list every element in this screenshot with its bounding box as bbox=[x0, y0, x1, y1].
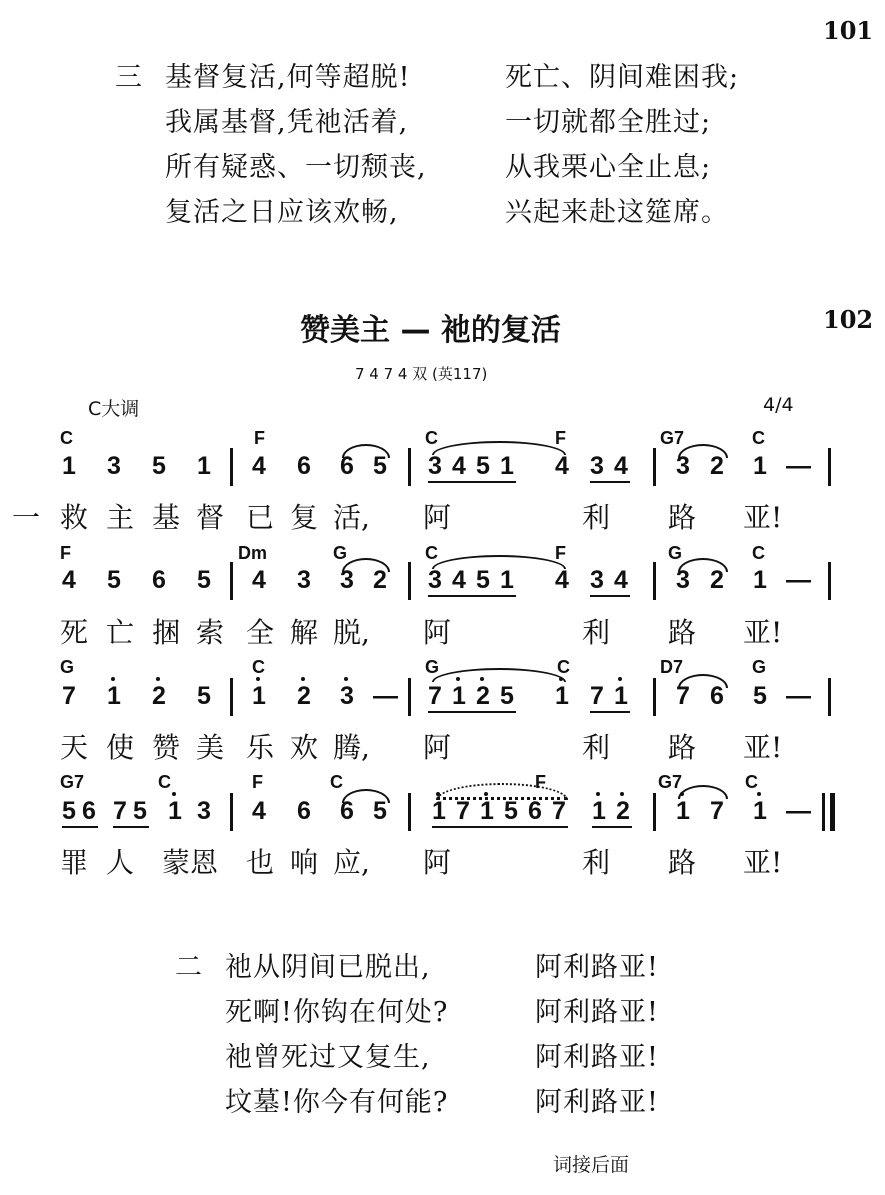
lyric: 路 bbox=[668, 616, 697, 649]
note-dash: — bbox=[786, 682, 811, 710]
verse-line: 坟墓!你今有何能? bbox=[225, 1087, 449, 1118]
barline bbox=[828, 678, 831, 716]
verse-marker: 一 bbox=[12, 501, 41, 534]
chord-symbol: C bbox=[752, 428, 765, 448]
note: 7 bbox=[113, 797, 127, 825]
barline bbox=[653, 678, 656, 716]
note: 5 bbox=[373, 797, 387, 825]
barline bbox=[408, 448, 411, 486]
note: 2 bbox=[297, 682, 311, 710]
tie-slur bbox=[342, 558, 390, 572]
note-dash: — bbox=[786, 452, 811, 480]
note: 2 bbox=[152, 682, 166, 710]
lyric: 基 bbox=[152, 501, 181, 534]
verse-line: 死亡、阴间难困我; bbox=[505, 62, 740, 93]
lyric: 路 bbox=[668, 846, 697, 879]
barline bbox=[828, 448, 831, 486]
verse-line: 从我栗心全止息; bbox=[505, 152, 712, 183]
verse-line: 兴起来赴这筵席。 bbox=[505, 197, 729, 228]
high-octave-dot bbox=[301, 677, 305, 681]
note: 5 bbox=[62, 797, 76, 825]
high-octave-dot bbox=[620, 792, 624, 796]
chord-symbol: G bbox=[752, 657, 767, 677]
note: 2 bbox=[373, 566, 387, 594]
note: 1 bbox=[753, 566, 767, 594]
barline bbox=[230, 793, 233, 831]
chord-symbol: G bbox=[668, 543, 683, 563]
chord-symbol: F bbox=[252, 772, 263, 792]
note: 3 bbox=[676, 566, 690, 594]
high-octave-dot bbox=[757, 792, 761, 796]
lyric: 路 bbox=[668, 731, 697, 764]
verse-line: 复活之日应该欢畅, bbox=[165, 197, 399, 228]
note: 1 bbox=[107, 682, 121, 710]
lyric: 应, bbox=[333, 846, 370, 879]
tie-slur bbox=[678, 444, 728, 458]
chord-symbol: C bbox=[752, 543, 765, 563]
tie-slur bbox=[678, 785, 728, 799]
high-octave-dot bbox=[344, 677, 348, 681]
barline bbox=[230, 678, 233, 716]
eighth-underline bbox=[428, 711, 516, 713]
tie-slur bbox=[342, 789, 390, 803]
note: 1 bbox=[500, 566, 514, 594]
chord-symbol: F bbox=[555, 428, 566, 448]
lyric: 解 bbox=[290, 616, 319, 649]
note: 6 bbox=[340, 452, 354, 480]
continuation-note: 词接后面 bbox=[553, 1154, 630, 1176]
note: 7 bbox=[428, 682, 442, 710]
note: 1 bbox=[432, 797, 446, 825]
eighth-underline bbox=[113, 826, 149, 828]
note: 3 bbox=[107, 452, 121, 480]
lyric: 亡 bbox=[106, 616, 135, 649]
verse-marker: 二 bbox=[175, 952, 203, 983]
high-octave-dot bbox=[172, 792, 176, 796]
note: 6 bbox=[710, 682, 724, 710]
final-barline bbox=[830, 793, 835, 831]
tie-slur bbox=[436, 783, 568, 800]
note: 1 bbox=[753, 452, 767, 480]
high-octave-dot bbox=[618, 677, 622, 681]
barline bbox=[230, 448, 233, 486]
note: 3 bbox=[340, 682, 354, 710]
high-octave-dot bbox=[596, 792, 600, 796]
lyric: 督 bbox=[196, 501, 225, 534]
chord-symbol: C bbox=[557, 657, 570, 677]
time-signature: 4/4 bbox=[763, 394, 794, 416]
lyric: 复 bbox=[290, 501, 319, 534]
lyric: 捆 bbox=[152, 616, 181, 649]
verse-line: 阿利路亚! bbox=[535, 952, 659, 983]
note: 7 bbox=[552, 797, 566, 825]
note: 1 bbox=[555, 682, 569, 710]
tie-slur bbox=[342, 444, 390, 458]
note: 1 bbox=[614, 682, 628, 710]
verse-line: 我属基督,凭祂活着, bbox=[165, 107, 409, 138]
lyric: 乐 bbox=[246, 731, 275, 764]
note: 6 bbox=[528, 797, 542, 825]
chord-symbol: D7 bbox=[660, 657, 684, 677]
high-octave-dot bbox=[256, 677, 260, 681]
chord-symbol: G7 bbox=[658, 772, 683, 792]
key-signature: C大调 bbox=[88, 398, 140, 420]
verse-line: 阿利路亚! bbox=[535, 1087, 659, 1118]
note: 4 bbox=[252, 452, 266, 480]
lyric: 蒙恩 bbox=[162, 846, 219, 879]
note: 3 bbox=[590, 566, 604, 594]
lyric: 赞 bbox=[152, 731, 181, 764]
lyric: 人 bbox=[106, 846, 135, 879]
note: 4 bbox=[555, 566, 569, 594]
note: 7 bbox=[590, 682, 604, 710]
note: 4 bbox=[252, 566, 266, 594]
note: 1 bbox=[197, 452, 211, 480]
note: 6 bbox=[340, 797, 354, 825]
note: 1 bbox=[676, 797, 690, 825]
lyric: 全 bbox=[246, 616, 275, 649]
note: 5 bbox=[476, 566, 490, 594]
chord-symbol: F bbox=[555, 543, 566, 563]
note: 4 bbox=[614, 566, 628, 594]
verse-line: 祂从阴间已脱出, bbox=[225, 952, 431, 983]
verse-line: 一切就都全胜过; bbox=[505, 107, 712, 138]
note: 2 bbox=[616, 797, 630, 825]
eighth-underline bbox=[62, 826, 98, 828]
barline bbox=[408, 678, 411, 716]
lyric: 脱, bbox=[333, 616, 370, 649]
chord-symbol: G bbox=[425, 657, 440, 677]
lyric: 天 bbox=[60, 731, 89, 764]
eighth-underline bbox=[590, 481, 630, 483]
chord-symbol: F bbox=[60, 543, 71, 563]
chord-symbol: C bbox=[425, 428, 438, 448]
lyric: 阿 bbox=[423, 616, 452, 649]
lyric: 亚! bbox=[743, 731, 783, 764]
lyric: 腾, bbox=[333, 731, 370, 764]
high-octave-dot bbox=[156, 677, 160, 681]
chord-symbol: Dm bbox=[238, 543, 268, 563]
page-number: 101 bbox=[823, 16, 874, 45]
lyric: 活, bbox=[333, 501, 370, 534]
chord-symbol: G7 bbox=[660, 428, 685, 448]
lyric: 响 bbox=[290, 846, 319, 879]
chord-symbol: C bbox=[158, 772, 171, 792]
eighth-underline bbox=[590, 595, 630, 597]
note: 7 bbox=[710, 797, 724, 825]
barline bbox=[828, 562, 831, 600]
page-number: 102 bbox=[823, 305, 874, 334]
eighth-underline bbox=[590, 711, 630, 713]
lyric: 美 bbox=[196, 731, 225, 764]
tie-slur bbox=[432, 555, 566, 569]
barline bbox=[653, 448, 656, 486]
note: 4 bbox=[452, 452, 466, 480]
verse-line: 所有疑惑、一切颓丧, bbox=[165, 152, 427, 183]
note: 5 bbox=[107, 566, 121, 594]
note: 5 bbox=[373, 452, 387, 480]
lyric: 阿 bbox=[423, 731, 452, 764]
note: 2 bbox=[710, 452, 724, 480]
tie-slur bbox=[678, 674, 728, 688]
note: 4 bbox=[555, 452, 569, 480]
note: 4 bbox=[62, 566, 76, 594]
hymn-meter: 7 4 7 4 双 (英117) bbox=[355, 365, 488, 383]
chord-symbol: C bbox=[425, 543, 438, 563]
lyric: 死 bbox=[60, 616, 89, 649]
chord-symbol: F bbox=[254, 428, 265, 448]
chord-symbol: C bbox=[252, 657, 265, 677]
note: 3 bbox=[676, 452, 690, 480]
lyric: 利 bbox=[582, 846, 611, 879]
note: 3 bbox=[297, 566, 311, 594]
note: 1 bbox=[753, 797, 767, 825]
lyric: 亚! bbox=[743, 501, 783, 534]
verse-line: 阿利路亚! bbox=[535, 1042, 659, 1073]
note: 3 bbox=[590, 452, 604, 480]
chord-symbol: C bbox=[60, 428, 73, 448]
lyric: 利 bbox=[582, 616, 611, 649]
lyric: 亚! bbox=[743, 846, 783, 879]
note: 1 bbox=[592, 797, 606, 825]
lyric: 亚! bbox=[743, 616, 783, 649]
lyric: 欢 bbox=[290, 731, 319, 764]
barline bbox=[230, 562, 233, 600]
note: 2 bbox=[476, 682, 490, 710]
verse-line: 阿利路亚! bbox=[535, 997, 659, 1028]
eighth-underline bbox=[428, 481, 516, 483]
eighth-underline bbox=[432, 826, 568, 828]
tie-slur bbox=[432, 441, 566, 455]
note: 5 bbox=[753, 682, 767, 710]
note: 5 bbox=[197, 566, 211, 594]
note: 5 bbox=[504, 797, 518, 825]
tie-slur bbox=[432, 668, 566, 682]
note: 5 bbox=[197, 682, 211, 710]
barline bbox=[408, 562, 411, 600]
chord-symbol: C bbox=[330, 772, 343, 792]
final-barline bbox=[822, 793, 825, 831]
note: 3 bbox=[197, 797, 211, 825]
note: 1 bbox=[500, 452, 514, 480]
note: 1 bbox=[168, 797, 182, 825]
note: 6 bbox=[297, 797, 311, 825]
lyric: 利 bbox=[582, 501, 611, 534]
note: 1 bbox=[452, 682, 466, 710]
note: 6 bbox=[152, 566, 166, 594]
note: 7 bbox=[676, 682, 690, 710]
note: 1 bbox=[62, 452, 76, 480]
barline bbox=[653, 562, 656, 600]
eighth-underline bbox=[592, 826, 632, 828]
note-dash: — bbox=[786, 566, 811, 594]
lyric: 阿 bbox=[423, 846, 452, 879]
note: 1 bbox=[480, 797, 494, 825]
note: 5 bbox=[476, 452, 490, 480]
note-dash: — bbox=[373, 682, 398, 710]
lyric: 阿 bbox=[423, 501, 452, 534]
note: 4 bbox=[452, 566, 466, 594]
barline bbox=[408, 793, 411, 831]
eighth-underline bbox=[428, 595, 516, 597]
note: 4 bbox=[614, 452, 628, 480]
lyric: 主 bbox=[106, 501, 135, 534]
note: 5 bbox=[133, 797, 147, 825]
verse-line: 死啊!你钩在何处? bbox=[225, 997, 449, 1028]
lyric: 路 bbox=[668, 501, 697, 534]
note: 3 bbox=[428, 452, 442, 480]
note: 5 bbox=[500, 682, 514, 710]
chord-symbol: G bbox=[60, 657, 75, 677]
chord-symbol: G bbox=[333, 543, 348, 563]
verse-line: 祂曾死过又复生, bbox=[225, 1042, 431, 1073]
chord-symbol: F bbox=[535, 772, 546, 792]
note: 4 bbox=[252, 797, 266, 825]
note-dash: — bbox=[786, 797, 811, 825]
note: 3 bbox=[428, 566, 442, 594]
lyric: 使 bbox=[106, 731, 135, 764]
lyric: 利 bbox=[582, 731, 611, 764]
high-octave-dot bbox=[111, 677, 115, 681]
lyric: 罪 bbox=[60, 846, 89, 879]
chord-symbol: G7 bbox=[60, 772, 85, 792]
lyric: 已 bbox=[246, 501, 275, 534]
note: 7 bbox=[456, 797, 470, 825]
lyric: 也 bbox=[246, 846, 275, 879]
note: 2 bbox=[710, 566, 724, 594]
verse-marker: 三 bbox=[115, 62, 143, 93]
note: 5 bbox=[152, 452, 166, 480]
chord-symbol: C bbox=[745, 772, 758, 792]
lyric: 救 bbox=[60, 501, 89, 534]
tie-slur bbox=[678, 558, 728, 572]
hymn-title: 赞美主 — 祂的复活 bbox=[300, 313, 561, 348]
note: 1 bbox=[252, 682, 266, 710]
note: 6 bbox=[297, 452, 311, 480]
note: 6 bbox=[82, 797, 96, 825]
note: 3 bbox=[340, 566, 354, 594]
lyric: 索 bbox=[196, 616, 225, 649]
barline bbox=[653, 793, 656, 831]
note: 7 bbox=[62, 682, 76, 710]
verse-line: 基督复活,何等超脱! bbox=[165, 62, 411, 93]
